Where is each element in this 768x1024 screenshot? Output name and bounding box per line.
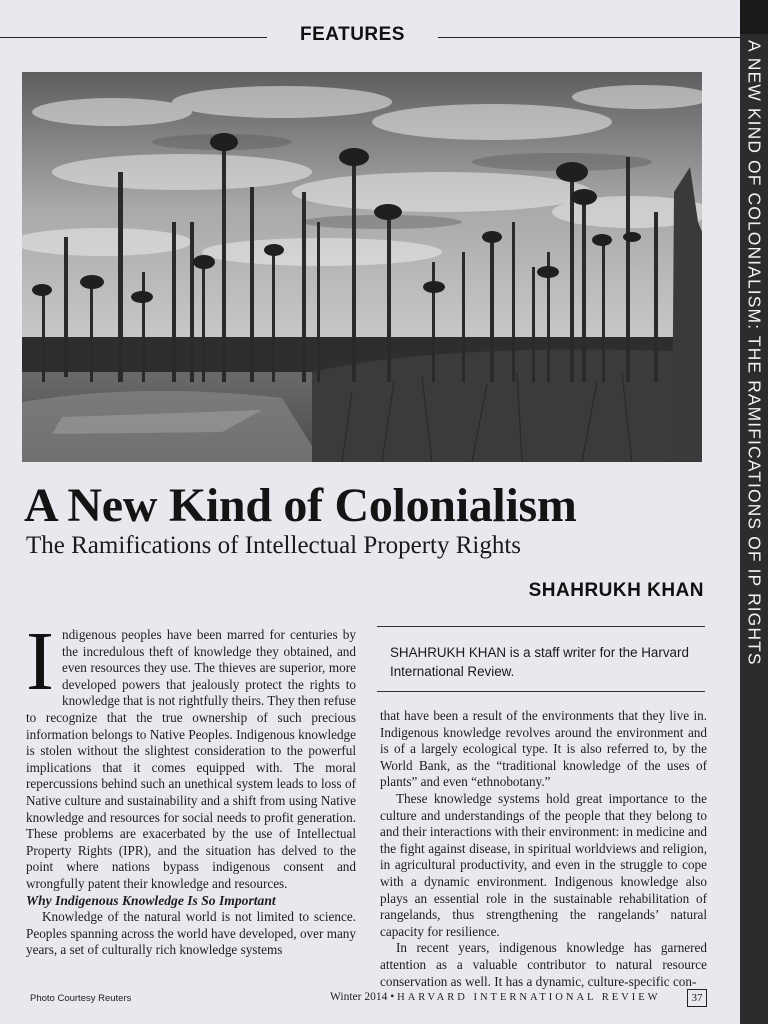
page-number: 37 bbox=[687, 989, 707, 1007]
author-bio: SHAHRUKH KHAN is a staff writer for the Harvard International Review. bbox=[390, 645, 689, 679]
paragraph: that have been a result of the environments that they live in. Indigenous knowledge revolves around the environment and is of a largely ecological type. It is also referred to, by the World Bank, as the “traditional knowledge of the uses of plants” and even “ethnobotany.” bbox=[380, 708, 707, 790]
paragraph: Knowledge of the natural world is not limited to science. Peoples spanning across the world have developed, over many years, a set of culturally rich knowledge systems bbox=[26, 909, 356, 958]
paragraph-text: ndigenous peoples have been marred for centuries by the incredulous theft of knowledge they obtained, and even resources they use. The thieves are superior, more developed powers that jealously protect the rights to knowledge that is not rightfully theirs. They then refuse to recognize that the true ownership of such precious information belongs to Native Peoples. Indigenous knowledge is stolen without the slightest consideration to the powerful implications that it comes equipped with. The moral repercussions behind such an unethical system leads to loss of Native culture and sustainability and a shift from using Native knowledge and resources for social needs to profit generation. These problems are exacerbated by the use of Intellectual Property Rights (IPR), and the situation has delved to the point where nations bypass indigenous consent and wrongfully patent their knowledge and resources. bbox=[26, 627, 356, 891]
bio-rule-bottom bbox=[377, 691, 705, 692]
column-left bbox=[26, 615, 356, 959]
byline: SHAHRUKH KHAN bbox=[528, 580, 704, 601]
section-heading: Why Indigenous Knowledge Is So Important bbox=[26, 892, 276, 908]
header-rule-left bbox=[0, 37, 267, 38]
article-photo bbox=[22, 72, 702, 462]
section-label: FEATURES bbox=[300, 24, 405, 45]
side-running-title: A NEW KIND OF COLONIALISM: THE RAMIFICATIONS OF IP RIGHTS bbox=[744, 40, 765, 666]
column-right bbox=[380, 708, 707, 990]
photo-credit: Photo Courtesy Reuters bbox=[30, 993, 132, 1004]
folio-bullet: • bbox=[390, 991, 395, 1003]
folio bbox=[330, 991, 661, 1003]
side-band-top bbox=[740, 0, 768, 34]
paragraph: In recent years, indigenous knowledge has garnered attention as a valuable contributor to natural resource conservation as well. It has a dynamic, culture-specific con- bbox=[380, 940, 707, 989]
article-subtitle: The Ramifications of Intellectual Property Rights bbox=[26, 532, 522, 559]
drop-cap: I bbox=[26, 615, 54, 708]
paragraph bbox=[26, 615, 356, 893]
article-title: A New Kind of Colonialism bbox=[24, 479, 577, 532]
palm-forest-photo bbox=[22, 72, 702, 462]
bio-rule-top bbox=[377, 626, 705, 627]
magazine-name: HARVARD INTERNATIONAL REVIEW bbox=[397, 992, 661, 1003]
issue-date: Winter 2014 bbox=[330, 991, 388, 1003]
header-rule-right bbox=[438, 37, 740, 38]
paragraph: These knowledge systems hold great importance to the culture and understandings of the people that they belong to and their interactions with their environment: in medicine and the fight against disease, in spiritual worldviews and religion, in agricultural productivity, and even in the struggle to cope with a dynamic environment. Indigenous knowledge also plays an essential role in the sustainable rehabilitation of rangelands, thus strengthening the rangelands’ natural capacity for resilience. bbox=[380, 790, 707, 939]
